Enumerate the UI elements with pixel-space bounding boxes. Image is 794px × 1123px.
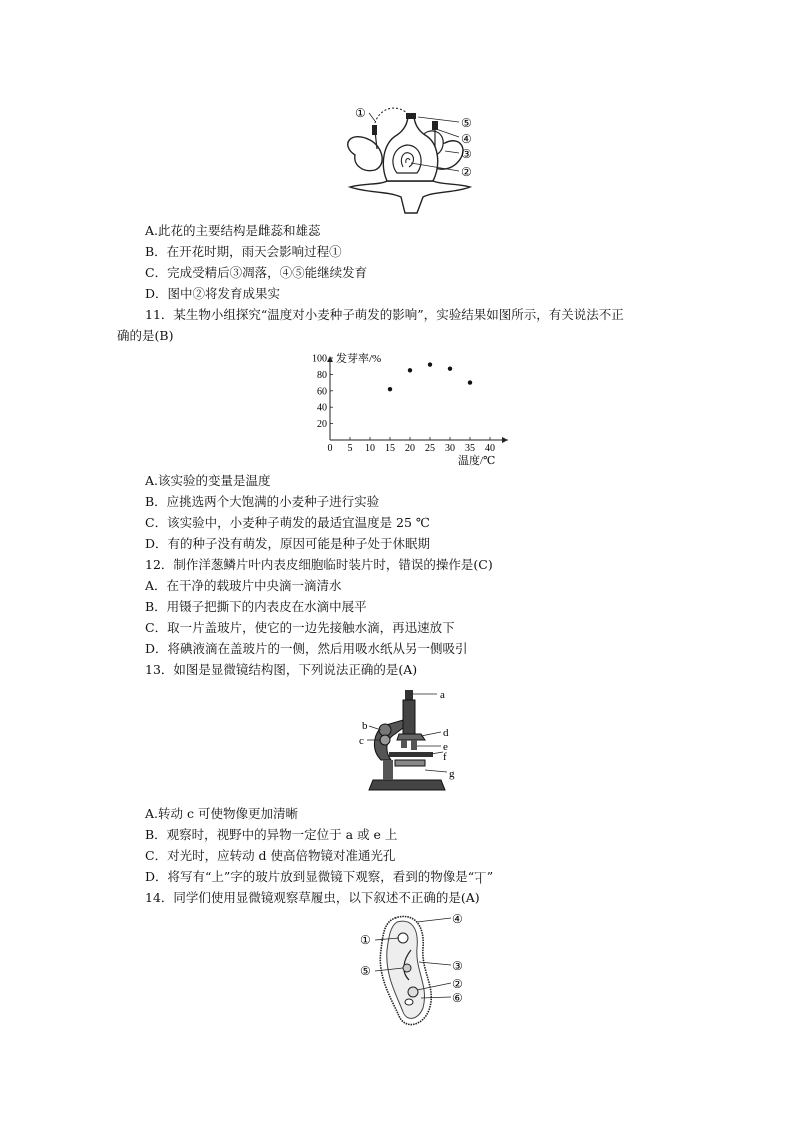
q11-stem-line1: 11．某生物小组探究“温度对小麦种子萌发的影响”，实验结果如图所示，有关说法不正: [145, 307, 624, 322]
chart-data-point: [468, 380, 472, 384]
microscope-label-d: d: [443, 727, 449, 739]
q12-option-c: C．取一片盖玻片，使它的一边先接触水滴，再迅速放下: [145, 620, 455, 635]
chart-x-tick-label: 30: [445, 443, 455, 454]
flower-label-4: ④: [461, 132, 472, 146]
q12-option-d: D．将碘液滴在盖玻片的一侧，然后用吸水纸从另一侧吸引: [145, 641, 468, 656]
chart-x-tick-label: 15: [385, 443, 395, 454]
q13-option-d: [145, 869, 493, 885]
microscope-diagram: [355, 688, 470, 793]
q10-option-a: A.此花的主要结构是雌蕊和雄蕊: [145, 223, 321, 238]
q11-option-c: C．该实验中，小麦种子萌发的最适宜温度是 25 ℃: [145, 515, 430, 530]
q13-option-a: A.转动 c 可使物像更加清晰: [145, 806, 298, 821]
q14-stem: 14．同学们使用显微镜观察草履虫，以下叙述不正确的是(A): [145, 890, 480, 905]
chart-y-arrow: [327, 356, 333, 362]
chart-x-tick-label: 0: [327, 443, 333, 454]
paramecium-label-1: ①: [360, 933, 371, 947]
chart-x-tick-label: 35: [465, 443, 475, 454]
chart-x-tick-label: 40: [485, 443, 495, 454]
q10-option-d: D．图中②将发育成果实: [145, 286, 281, 301]
paramecium-label-6: ⑥: [452, 991, 463, 1005]
chart-y-tick-label: 100: [312, 353, 327, 365]
flower-label-5: ⑤: [461, 116, 472, 130]
q10-option-c: C．完成受精后③凋落，④⑤能继续发育: [145, 265, 368, 280]
chart-x-tick-label: 10: [365, 443, 375, 454]
microscope-label-e: e: [443, 741, 448, 753]
q13-option-d-text: D．将写有“上”字的玻片放到显微镜下观察，看到的物像是“: [145, 869, 475, 884]
chart-axes: [327, 356, 508, 443]
chart-points: [388, 362, 472, 391]
chart-x-arrow: [502, 437, 508, 443]
flower-label-3: ③: [461, 147, 472, 161]
q11-option-b: B．应挑选两个大饱满的小麦种子进行实验: [145, 494, 380, 509]
q13-option-b: B．观察时，视野中的异物一定位于 a 或 e 上: [145, 827, 398, 842]
chart-data-point: [428, 362, 432, 366]
chart-x-axis-label: 温度/℃: [458, 455, 496, 467]
microscope-label-g: g: [449, 768, 455, 780]
microscope-label-c: c: [359, 735, 364, 747]
q13-option-d-glyph: 上: [474, 870, 487, 885]
chart-data-point: [408, 368, 412, 372]
chart-ticks: [312, 354, 495, 455]
chart-data-point: [388, 387, 392, 391]
chart-y-tick-label: 40: [317, 402, 327, 414]
q11-option-a: A.该实验的变量是温度: [145, 473, 271, 488]
microscope-label-a: a: [440, 689, 445, 701]
chart-y-tick-label: 80: [317, 369, 327, 381]
paramecium-label-4: ④: [452, 912, 463, 926]
q12-stem: 12．制作洋葱鳞片叶内表皮细胞临时装片时，错误的操作是(C): [145, 557, 493, 572]
microscope-label-f: f: [443, 751, 447, 763]
q13-option-d-close: ”: [486, 869, 494, 884]
chart-x-tick-label: 20: [405, 443, 415, 454]
flower-diagram: [335, 105, 485, 215]
q11-stem-line2: 确的是(B): [117, 328, 174, 343]
chart-x-tick-label: 25: [425, 443, 435, 454]
q13-option-c: C．对光时，应转动 d 使高倍物镜对准通光孔: [145, 848, 396, 863]
paramecium-label-3: ③: [452, 959, 463, 973]
chart-x-tick-label: 5: [347, 443, 353, 454]
q12-option-b: B．用镊子把撕下的内表皮在水滴中展平: [145, 599, 367, 614]
paramecium-label-2: ②: [452, 977, 463, 991]
flower-label-2: ②: [461, 165, 472, 179]
chart-y-tick-label: 20: [317, 419, 327, 431]
flower-label-1: ①: [355, 106, 366, 120]
microscope-label-b: b: [362, 720, 368, 732]
chart-y-tick-label: 60: [317, 386, 327, 398]
q11-option-d: D．有的种子没有萌发，原因可能是种子处于休眠期: [145, 536, 431, 551]
q13-stem: 13．如图是显微镜结构图，下列说法正确的是(A): [145, 662, 418, 677]
chart-data-point: [448, 366, 452, 370]
germination-chart: [300, 348, 520, 468]
q12-option-a: A．在干净的载玻片中央滴一滴清水: [145, 578, 342, 593]
paramecium-diagram: [355, 910, 470, 1035]
chart-y-axis-label: 发芽率/%: [336, 353, 382, 365]
q10-option-b: B．在开花时期，雨天会影响过程①: [145, 244, 342, 259]
paramecium-label-5: ⑤: [360, 964, 371, 978]
